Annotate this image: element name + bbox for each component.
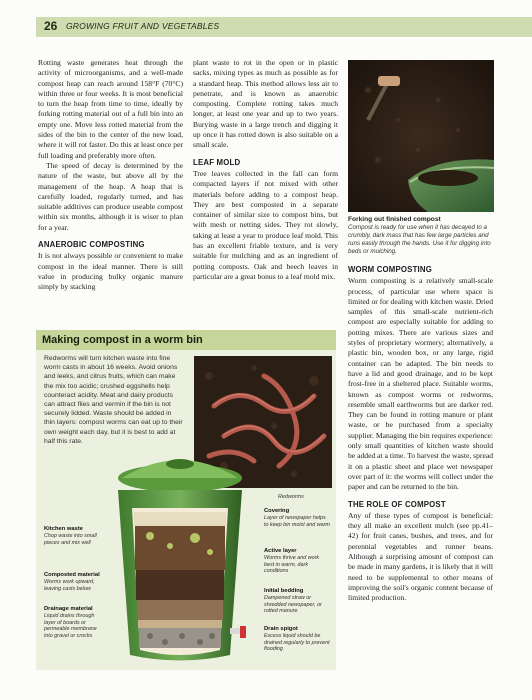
paragraph: Worm composting is a relatively small-scale process, of particular use where space is limited or for dealing with kitchen waste. Dried samples of this small-scale nutrient-rich compost are especially suitable for adding to potting mixes. There are various sizes and styles of proprietary wormery; alternatively, a plastic bin, wooden box, or any large, rigid container can be adapted. The bin needs to have a lid and good drainage, and to be kept frost-free in a sheltered place. Suitable worms, known as compost worms or redworms, resemble small earthworms but are darker red. They can be found in rotting manure or plant waste, or be purchased from a specialty supplier. Managing the bin requires experience: only small quantities of kitchen waste should be added at a time. To harvest the waste, spread it on a plastic sheet and place wet newspaper over part of it: the worms will collect under the paper and can be returned to the bin. <box>348 276 493 492</box>
panel-title-bar <box>36 330 336 350</box>
label-kitchen-waste <box>44 526 102 546</box>
paragraph: Any of these types of compost is beneficial: they all make an excellent mulch (see pp.41–42) for fruit canes, bushes, and trees, and for perennial vegetables and runner beans. Although a surprising amount of compost can be made in many gardens, it is likely that it will need to be supplemental to other means of improving the soil's organic content because of limited production. <box>348 510 493 603</box>
paragraph: The speed of decay is determined by the nature of the waste, but above all by the management of the heap. A heap that is carefully loaded, regularly turned, and has suitable additives can produce useable compost within six months, although it is wiser to plan for a year. <box>38 160 183 232</box>
label-title: Kitchen waste <box>44 526 83 532</box>
label-active-layer <box>264 548 330 575</box>
label-text: Worms work upward, leaving casts below <box>44 578 95 592</box>
page-number: 26 <box>44 19 58 33</box>
label-text: Excess liquid should be drained regularly to prevent flooding <box>264 632 330 653</box>
label-title: Covering <box>264 508 290 514</box>
label-title: Drainage material <box>44 606 93 612</box>
label-composted-material <box>44 572 106 592</box>
section-heading: THE ROLE OF COMPOST <box>348 499 446 509</box>
section-heading: WORM COMPOSTING <box>348 265 432 274</box>
section-heading: LEAF MOLD <box>193 157 241 167</box>
label-drain-spigot <box>264 626 330 653</box>
text-column-1 <box>38 58 183 293</box>
paragraph: Tree leaves collected in the fall can form compacted layers if not mixed with other materials before adding to a compost heap. They are best composted in a separate container of similar size to compost bins, but with mesh or netting sides. They rot slowly, taking at least a year to produce leaf mold. This has an excellent friable texture, and is very suitable for mulching and as an ingredient of potting composts. Oak and beech leaves in particular are a great bonus to a leaf mold mix. <box>193 168 338 281</box>
label-text: Chop waste into small pieces and mix well <box>44 532 97 546</box>
label-text: Layer of newspaper helps to keep bin moist and warm <box>264 514 330 528</box>
redworms-label: Redworms <box>278 494 304 500</box>
label-title: Active layer <box>264 548 297 554</box>
caption-text: Compost is ready for use when it has decayed to a crumbly, dark mass that has few large particles and runs easily through the hands. Use it for digging into beds or mulching. <box>348 224 491 255</box>
label-initial-bedding <box>264 588 330 615</box>
caption-title: Forking out finished compost <box>348 216 441 223</box>
text-column-2 <box>193 58 338 282</box>
page-header <box>36 17 532 37</box>
compost-fork-photo <box>348 60 494 212</box>
text-column-3 <box>348 265 493 604</box>
label-covering <box>264 508 330 528</box>
label-title: Drain spigot <box>264 626 298 632</box>
paragraph: plant waste to rot in the open or in plastic sacks, mixing types as much as possible as for a standard heap. This method allows less air to penetrate, and is known as anaerobic composting. Complete rotting takes much longer, at least one year and up to two years. Burying waste in a large trench and digging it up once it has rotted down is also suitable on a small scale. <box>193 58 338 150</box>
worm-bin-illustration <box>100 450 260 668</box>
photo-caption <box>348 216 498 256</box>
panel-title: Making compost in a worm bin <box>42 334 203 346</box>
panel-text: Redworms will turn kitchen waste into fine worm casts in about 16 weeks. Avoid onions and leeks, and citrus fruits, which can make the mix too acidic; crushed eggshells help counteract acidity. Meat and dairy products can attract flies and vermin if the bin is not securely lidded. Waste should be added in thin layers: compost worms can eat up to their own weight each day, but it is best to add at half this rate. <box>44 355 183 445</box>
label-title: Composted material <box>44 572 100 578</box>
label-text: Worms thrive and work best in warm, dark conditions <box>264 554 320 575</box>
paragraph: It is not always possible or convenient to make compost in the ideal manner. There is still value in producing bulky organic manure simply by stacking <box>38 251 183 292</box>
section-heading: ANAEROBIC COMPOSTING <box>38 240 145 250</box>
label-text: Liquid drains through layer of boards or permeable membrane into gravel or crocks <box>44 612 97 640</box>
paragraph: Rotting waste generates heat through the activity of microorganisms, and a well-made compost heap can reach around 158°F (70°C) within three or four weeks. It is most beneficial to turn the heap from time to time, ideally by forking rotting material out of a full bin into an empty one. Move less rotted material from the sides of the bin to the center of the new load, where it will rot faster. Do this at least once per full loading and preferably more often. <box>38 58 183 160</box>
label-drainage-material <box>44 606 106 640</box>
running-title: GROWING FRUIT AND VEGETABLES <box>66 21 220 31</box>
label-title: Initial bedding <box>264 588 304 594</box>
label-text: Dampened straw or shredded newspaper, or rotted manure <box>264 594 322 615</box>
